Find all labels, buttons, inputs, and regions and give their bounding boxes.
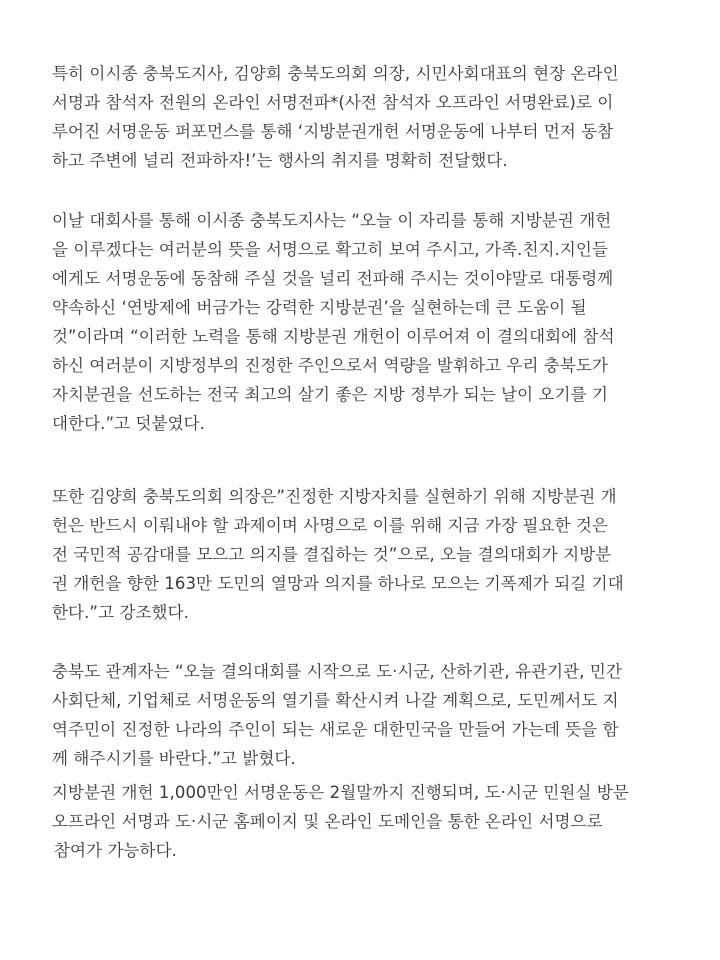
text-line: 이날 대회사를 통해 이시종 충북도지사는 “오늘 이 자리를 통해 지방분권 개헌	[52, 211, 612, 230]
paragraph-council-chair-remarks	[52, 482, 624, 627]
text-line: 또한 김양희 충북도의회 의장은”진정한 지방자치를 실현하기 위해 지방분권 개	[52, 487, 617, 506]
text-line: 을 이루겠다는 여러분의 뜻을 서명으로 확고히 보여 주시고, 가족.친지.지인들	[52, 240, 609, 259]
text-line: 한다.”고 강조했다.	[52, 603, 189, 622]
paragraph-official-statement	[52, 657, 622, 773]
text-line: 참여가 가능하다.	[54, 841, 177, 860]
text-line: 것”이라며 “이러한 노력을 통해 지방분권 개헌이 이루어져 이 결의대회에 참석	[52, 327, 615, 346]
text-line: 오프라인 서명과 도·시군 홈페이지 및 온라인 도메인을 통한 온라인 서명으로	[52, 812, 603, 831]
text-line: 하신 여러분이 지방정부의 진정한 주인으로서 역량을 발휘하고 우리 충북도가	[52, 356, 609, 375]
text-line: 역주민이 진정한 나라의 주인이 되는 새로운 대한민국을 만들어 가는데 뜻을 함	[52, 720, 619, 739]
text-line: 에게도 서명운동에 동참해 주실 것을 널리 전파해 주시는 것이야말로 대통령께	[52, 269, 614, 288]
text-line: 하고 주변에 널리 전파하자!’는 행사의 취지를 명확히 전달했다.	[52, 151, 508, 170]
paragraph-signature-performance	[52, 59, 619, 175]
text-line: 권 개헌을 향한 163만 도민의 열망과 의지를 하나로 모으는 기폭제가 되길 기대	[52, 574, 624, 593]
text-line: 지방분권 개헌 1,000만인 서명운동은 2월말까지 진행되며, 도·시군 민원실 방문	[52, 783, 629, 802]
text-line: 께 해주시기를 바란다.”고 밝혔다.	[52, 749, 296, 768]
paragraph-campaign-info	[52, 778, 629, 865]
text-line: 충북도 관계자는 “오늘 결의대회를 시작으로 도·시군, 산하기관, 유관기관, 민간	[52, 662, 622, 681]
paragraph-governor-address	[52, 206, 615, 438]
text-line: 전 국민적 공감대를 모으고 의지를 결집하는 것”으로, 오늘 결의대회가 지방분	[52, 545, 612, 564]
text-line: 사회단체, 기업체로 서명운동의 열기를 확산시켜 나갈 계획으로, 도민께서도 지	[52, 691, 619, 710]
text-line: 서명과 참석자 전원의 온라인 서명전파*(사전 참석자 오프라인 서명완료)로 이	[52, 93, 614, 112]
text-line: 자치분권을 선도하는 전국 최고의 살기 좋은 지방 정부가 되는 날이 오기를 기	[52, 385, 609, 404]
text-line: 약속하신 ‘연방제에 버금가는 강력한 지방분권’을 실현하는데 큰 도움이 될	[52, 298, 587, 317]
text-line: 특히 이시종 충북도지사, 김양희 충북도의회 의장, 시민사회대표의 현장 온라인	[52, 64, 619, 83]
text-line: 루어진 서명운동 퍼포먼스를 통해 ‘지방분권개헌 서명운동에 나부터 먼저 동참	[52, 122, 614, 141]
text-line: 헌은 반드시 이뤄내야 할 과제이며 사명으로 이를 위해 지금 가장 필요한 것은	[52, 516, 609, 535]
text-line: 대한다.”고 덧붙였다.	[52, 414, 205, 433]
